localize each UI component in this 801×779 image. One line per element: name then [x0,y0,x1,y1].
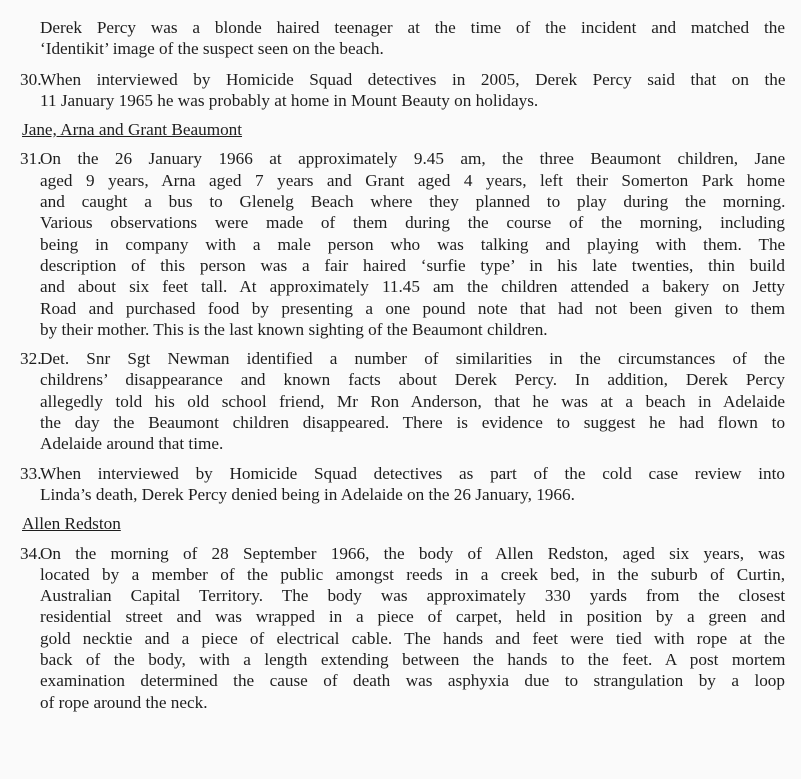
paragraph-29-continuation [22,17,785,60]
text-line: residential street and was wrapped in a piece of carpet, held in position by a green and [40,607,786,627]
text-line: by their mother. This is the last known sighting of the Beaumont children. [40,319,548,339]
text-line: Derek Percy was a blonde haired teenager at the time of the incident and matched the [40,18,785,37]
paragraph-number: 31. [20,149,42,169]
text-line: On the morning of 28 September 1966, the body of Allen Redston, aged six years, was [40,543,785,563]
section-heading-redston: Allen Redston [22,514,121,534]
text-line: On the 26 January 1966 at approximately 9.45 am, the three Beaumont children, Jane [40,149,786,169]
text-line: Det. Snr Sgt Newman identified a number of similarities in the circumstances of the [40,349,785,369]
text-line: and about six feet tall. At approximately 11.45 am the children attended a bakery on Jetty [40,277,785,297]
text-line: of rope around the neck. [40,692,208,712]
text-line: Adelaide around that time. [40,434,224,454]
paragraph-31 [22,148,785,340]
text-line: examination determined the cause of death was asphyxia due to strangulation by a loop [40,671,785,691]
text-line: and caught a bus to Glenelg Beach where they planned to play during the morning. [40,192,786,212]
text-line: Various observations were made of them during the course of the morning, including [40,213,785,233]
text-line: When interviewed by Homicide Squad detectives as part of the cold case review into [40,463,785,483]
text-line: gold necktie and a piece of electrical cable. The hands and feet were tied with rope at the [40,628,785,648]
text-line: being in company with a male person who was talking and playing with them. The [40,234,786,254]
text-line: Linda’s death, Derek Percy denied being in Adelaide on the 26 January, 1966. [40,484,575,504]
text-line: back of the body, with a length extending between the hands to the feet. A post mortem [40,650,786,670]
paragraph-34 [22,543,785,713]
text-line: description of this person was a fair haired ‘surfie type’ in his late twenties, thin build [40,255,785,275]
paragraph-32 [22,348,785,454]
text-line: ‘Identikit’ image of the suspect seen on the beach. [40,39,384,59]
text-line: Road and purchased food by presenting a one pound note that had not been given to them [40,298,785,318]
text-line: located by a member of the public amongst reeds in a creek bed, in the suburb of Curtin, [40,564,785,584]
paragraph-number: 34. [20,543,42,563]
paragraph-number: 30. [20,69,42,89]
paragraph-number: 33. [20,463,42,483]
paragraph-33 [22,463,785,506]
text-line: 11 January 1965 he was probably at home in Mount Beauty on holidays. [40,90,539,110]
text-line: the day the Beaumont children disappeared. There is evidence to suggest he had flown to [40,413,786,433]
text-line: aged 9 years, Arna aged 7 years and Grant aged 4 years, left their Somerton Park home [40,170,785,190]
paragraph-30 [22,69,785,112]
text-line: childrens’ disappearance and known facts about Derek Percy. In addition, Derek Percy [40,370,785,390]
section-heading-beaumont: Jane, Arna and Grant Beaumont [22,120,243,140]
text-line: When interviewed by Homicide Squad detectives in 2005, Derek Percy said that on the [40,69,786,89]
text-line: allegedly told his old school friend, Mr Ron Anderson, that he was at a beach in Adelaide [40,391,785,411]
text-line: Australian Capital Territory. The body was approximately 330 yards from the closest [40,586,786,606]
paragraph-number: 32. [20,349,42,369]
